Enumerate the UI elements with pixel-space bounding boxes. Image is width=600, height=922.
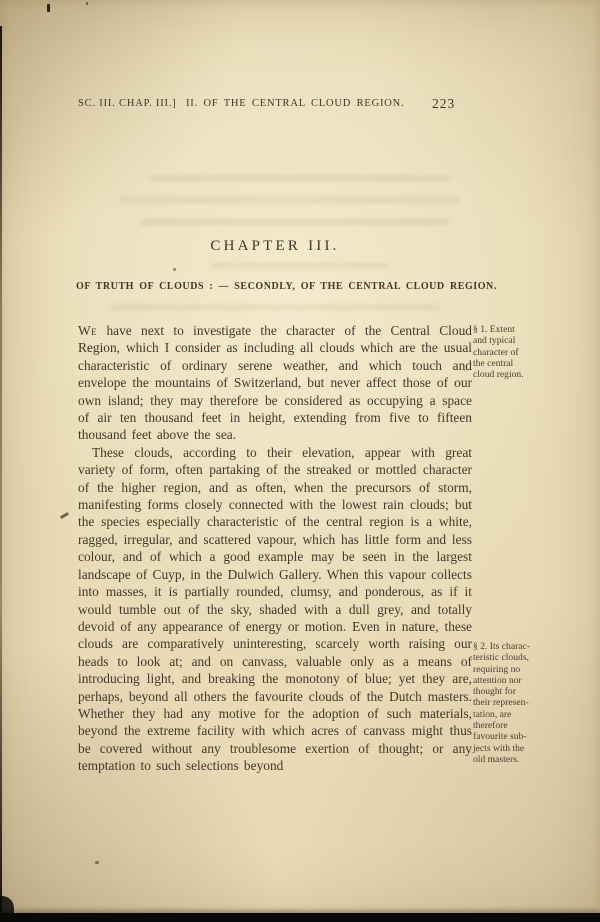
section-heading: OF TRUTH OF CLOUDS : — SECONDLY, OF THE CENTRAL CLOUD REGION.: [76, 281, 497, 292]
margin-note-line: favourite sub-: [473, 731, 527, 743]
paragraph-1-lead-word: We: [78, 323, 98, 338]
margin-note-line: thought for: [473, 686, 516, 698]
ink-speck: [47, 4, 50, 12]
header-chapter-label: II. OF THE CENTRAL CLOUD REGION.: [186, 98, 405, 109]
margin-note-1: [473, 324, 547, 380]
margin-note-line: their represen-: [473, 697, 529, 709]
page-edge-bottom: [0, 913, 600, 922]
chapter-heading: CHAPTER III.: [210, 238, 340, 254]
margin-note-line: and typical: [473, 335, 516, 347]
margin-note-2: [473, 641, 551, 765]
running-header: [0, 96, 600, 112]
show-through-artifact: [210, 263, 390, 268]
ink-speck: [95, 861, 99, 864]
show-through-artifact: [120, 197, 460, 203]
margin-note-line: requiring no: [473, 663, 521, 675]
paragraph-2: These clouds, according to their elevation, appear with great variety of form, often partaking of the streaked or mottled character of the higher region, and as often, when the precursors of storm, manifesting forms closely connected with the lowest rain clouds; but the species especially characteristic of the central region is a white, ragged, irregular, and scattered vapour, which has little form and less colour, and of which a good example may be seen in the largest landscape of Cuyp, in the Dulwich Gallery. When this vapour collects into masses, it is partially rounded, clumsy, and ponderous, as if it would tumble out of the sky, shaded with a dull grey, and totally devoid of any appearance of energy or motion. Even in nature, these clouds are comparatively uninteresting, scarcely worth raising our heads to look at; and on canvass, valuable only as a means of introducing light, and breaking the monotony of blue; yet they are, perhaps, beyond all others the favourite clouds of the Dutch masters. Whether they had any motive for the adoption of such materials, beyond the extreme facility with which acres of canvass might thus be covered without any troublesome exertion of thought; or any temptation to such selections beyond: [78, 444, 472, 774]
margin-note-line: therefore: [473, 720, 508, 732]
header-section-label: SC. III. CHAP. III.]: [78, 98, 177, 109]
ink-speck: [86, 2, 88, 5]
margin-note-line: cloud region.: [473, 369, 524, 381]
paragraph-1: [78, 322, 472, 444]
margin-note-line: jects with the: [473, 742, 525, 754]
ink-speck: [60, 512, 69, 519]
margin-note-line: § 2. Its charac-: [473, 641, 531, 652]
margin-note-line: character of: [473, 346, 519, 358]
margin-note-line: teristic clouds,: [473, 652, 529, 664]
page-edge-left: [0, 26, 2, 922]
margin-note-line: attention nor: [473, 674, 522, 686]
body-text: [78, 322, 472, 775]
show-through-artifact: [150, 175, 450, 181]
paragraph-1-text: have next to investigate the character of the Central Cloud Region, which I consider as including all clouds which are the usual characteristic of ordinary serene weather, and which touch and envelope the mountains of Switzerland, but never affect those of our own island; they may therefore be considered as occupying a space of air ten thousand feet in height, extending from five to fifteen thousand feet above the sea.: [78, 323, 472, 443]
margin-note-line: tation, are: [473, 708, 512, 720]
show-through-artifact: [110, 305, 440, 310]
ink-speck: [173, 268, 176, 271]
show-through-artifact: [140, 219, 450, 225]
page-corner-shadow: [0, 896, 14, 918]
margin-note-line: old masters.: [473, 753, 520, 765]
margin-note-line: § 1. Extent: [473, 324, 515, 335]
page-number: 223: [432, 96, 456, 111]
margin-note-line: the central: [473, 357, 514, 369]
